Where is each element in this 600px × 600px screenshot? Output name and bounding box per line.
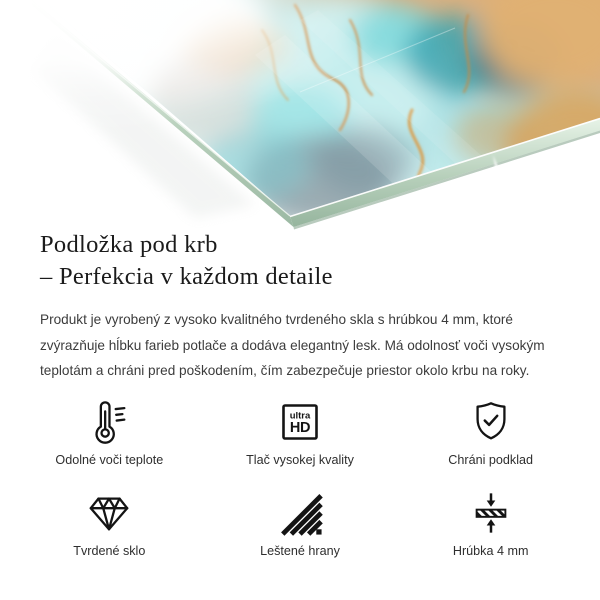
feature-label: Tlač vysokej kvality [246, 453, 354, 467]
feature-thickness [395, 487, 586, 559]
feature-label: Chráni podklad [448, 453, 534, 467]
page-title [40, 229, 333, 293]
feature-label: Tvrdené sklo [73, 544, 146, 558]
feature-heat-resistant [14, 396, 205, 468]
feature-polished-edges [205, 487, 396, 559]
thickness-press-icon [468, 489, 514, 537]
icon-box [468, 396, 514, 448]
feature-label: Leštené hrany [260, 544, 340, 558]
title-line-2: – Perfekcia v každom detaile [40, 263, 333, 290]
feature-tempered-glass [14, 487, 205, 559]
icon-box [277, 487, 323, 539]
ultra-hd-icon [276, 398, 324, 446]
product-photo [0, 0, 600, 235]
icon-box [468, 487, 514, 539]
title-line-1: Podložka pod krb [40, 231, 218, 258]
shield-check-icon [468, 398, 514, 446]
product-description: Produkt je vyrobený z vysoko kvalitného tvrdeného skla s hrúbkou 4 mm, ktoré zvýrazňuje hĺbku farieb potlače a dodáva elegantný lesk. Má odolnosť voči vysokým teplotám a chráni pred poškodením, čím zabezpečuje priestor okolo krbu na roky. [40, 312, 545, 378]
white-fade-overlay [0, 0, 600, 235]
ultra-hd-badge-bottom: HD [289, 420, 311, 436]
icon-box [85, 487, 133, 539]
diamond-icon [85, 490, 133, 536]
icon-box [86, 396, 132, 448]
feature-label: Hrúbka 4 mm [452, 544, 529, 558]
icon-box [276, 396, 324, 448]
feature-print-quality [205, 396, 396, 468]
features-grid [14, 396, 586, 559]
feature-protects-surface [395, 396, 586, 468]
thermometer-icon [86, 398, 132, 446]
glass-pad-render [0, 0, 600, 235]
ultra-hd-badge-top: ultra [289, 410, 311, 422]
feature-label: Odolné voči teplote [55, 453, 164, 467]
polished-edges-icon [277, 490, 323, 536]
